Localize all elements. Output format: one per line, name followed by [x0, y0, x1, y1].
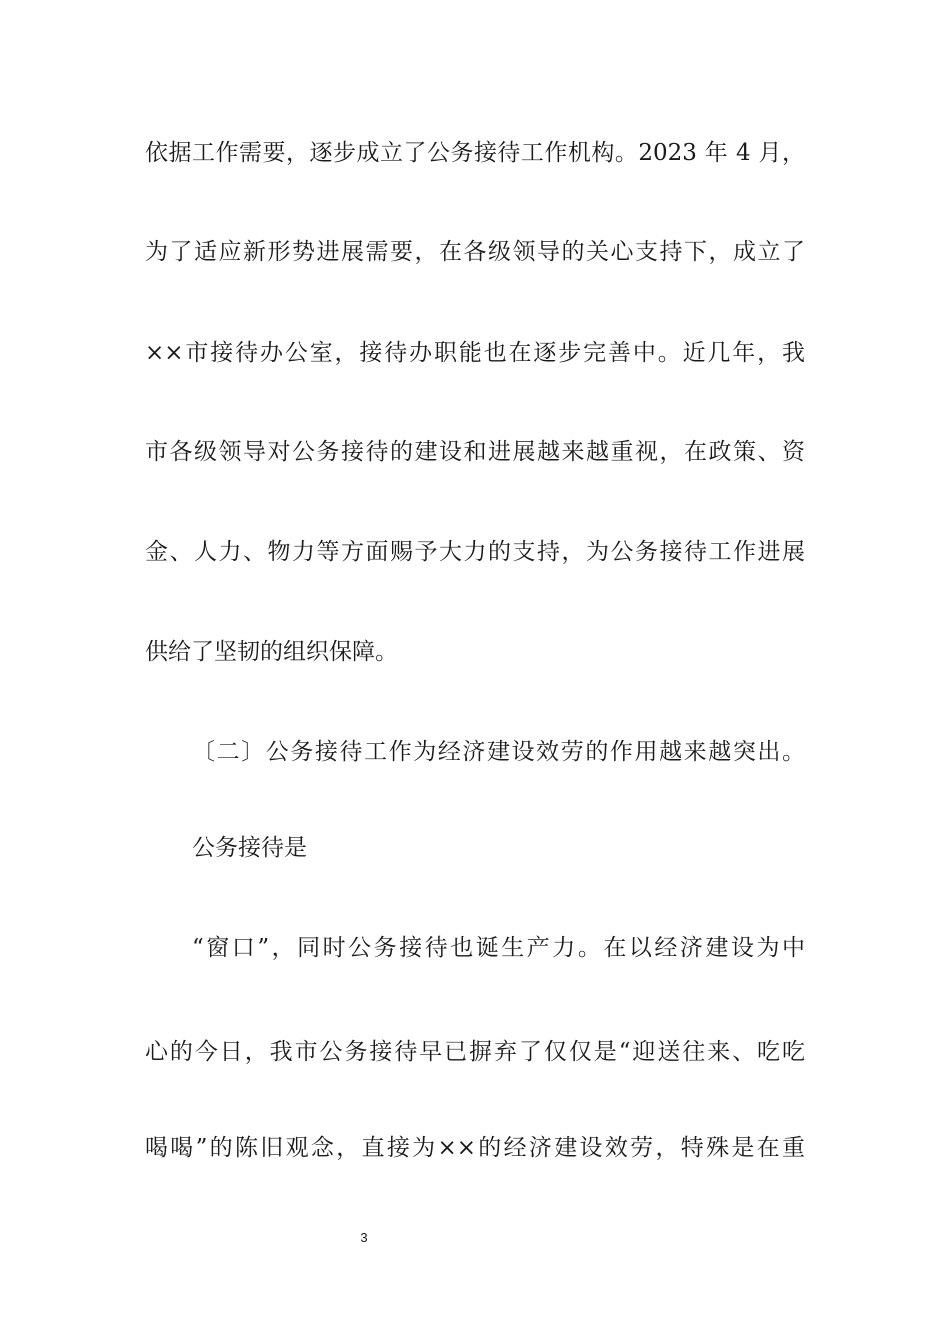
body-line-4: 市各级领导对公务接待的建设和进展越来越重视，在政策、资 [145, 439, 805, 465]
page-number: 3 [360, 1230, 368, 1245]
body-line-9: “窗口”，同时公务接待也诞生产力。在以经济建设为中 [192, 935, 805, 961]
body-line-8: 公务接待是 [192, 835, 307, 861]
body-line-3: ××市接待办公室，接待办职能也在逐步完善中。近几年，我 [145, 340, 805, 366]
body-line-1: 依据工作需要，逐步成立了公务接待工作机构。2023 年 4 月， [145, 140, 805, 166]
body-line-6: 供给了坚韧的组织保障。 [145, 639, 398, 665]
body-line-10: 心的今日，我市公务接待早已摒弃了仅仅是“迎送往来、吃吃 [145, 1039, 805, 1065]
body-line-2: 为了适应新形势进展需要，在各级领导的关心支持下，成立了 [145, 239, 805, 265]
section-heading-2: 〔二〕公务接待工作为经济建设效劳的作用越来越突出。 [192, 739, 805, 765]
body-line-5: 金、人力、物力等方面赐予大力的支持，为公务接待工作进展 [145, 539, 805, 565]
body-line-11: 喝喝”的陈旧观念，直接为××的经济建设效劳，特殊是在重 [145, 1135, 805, 1161]
